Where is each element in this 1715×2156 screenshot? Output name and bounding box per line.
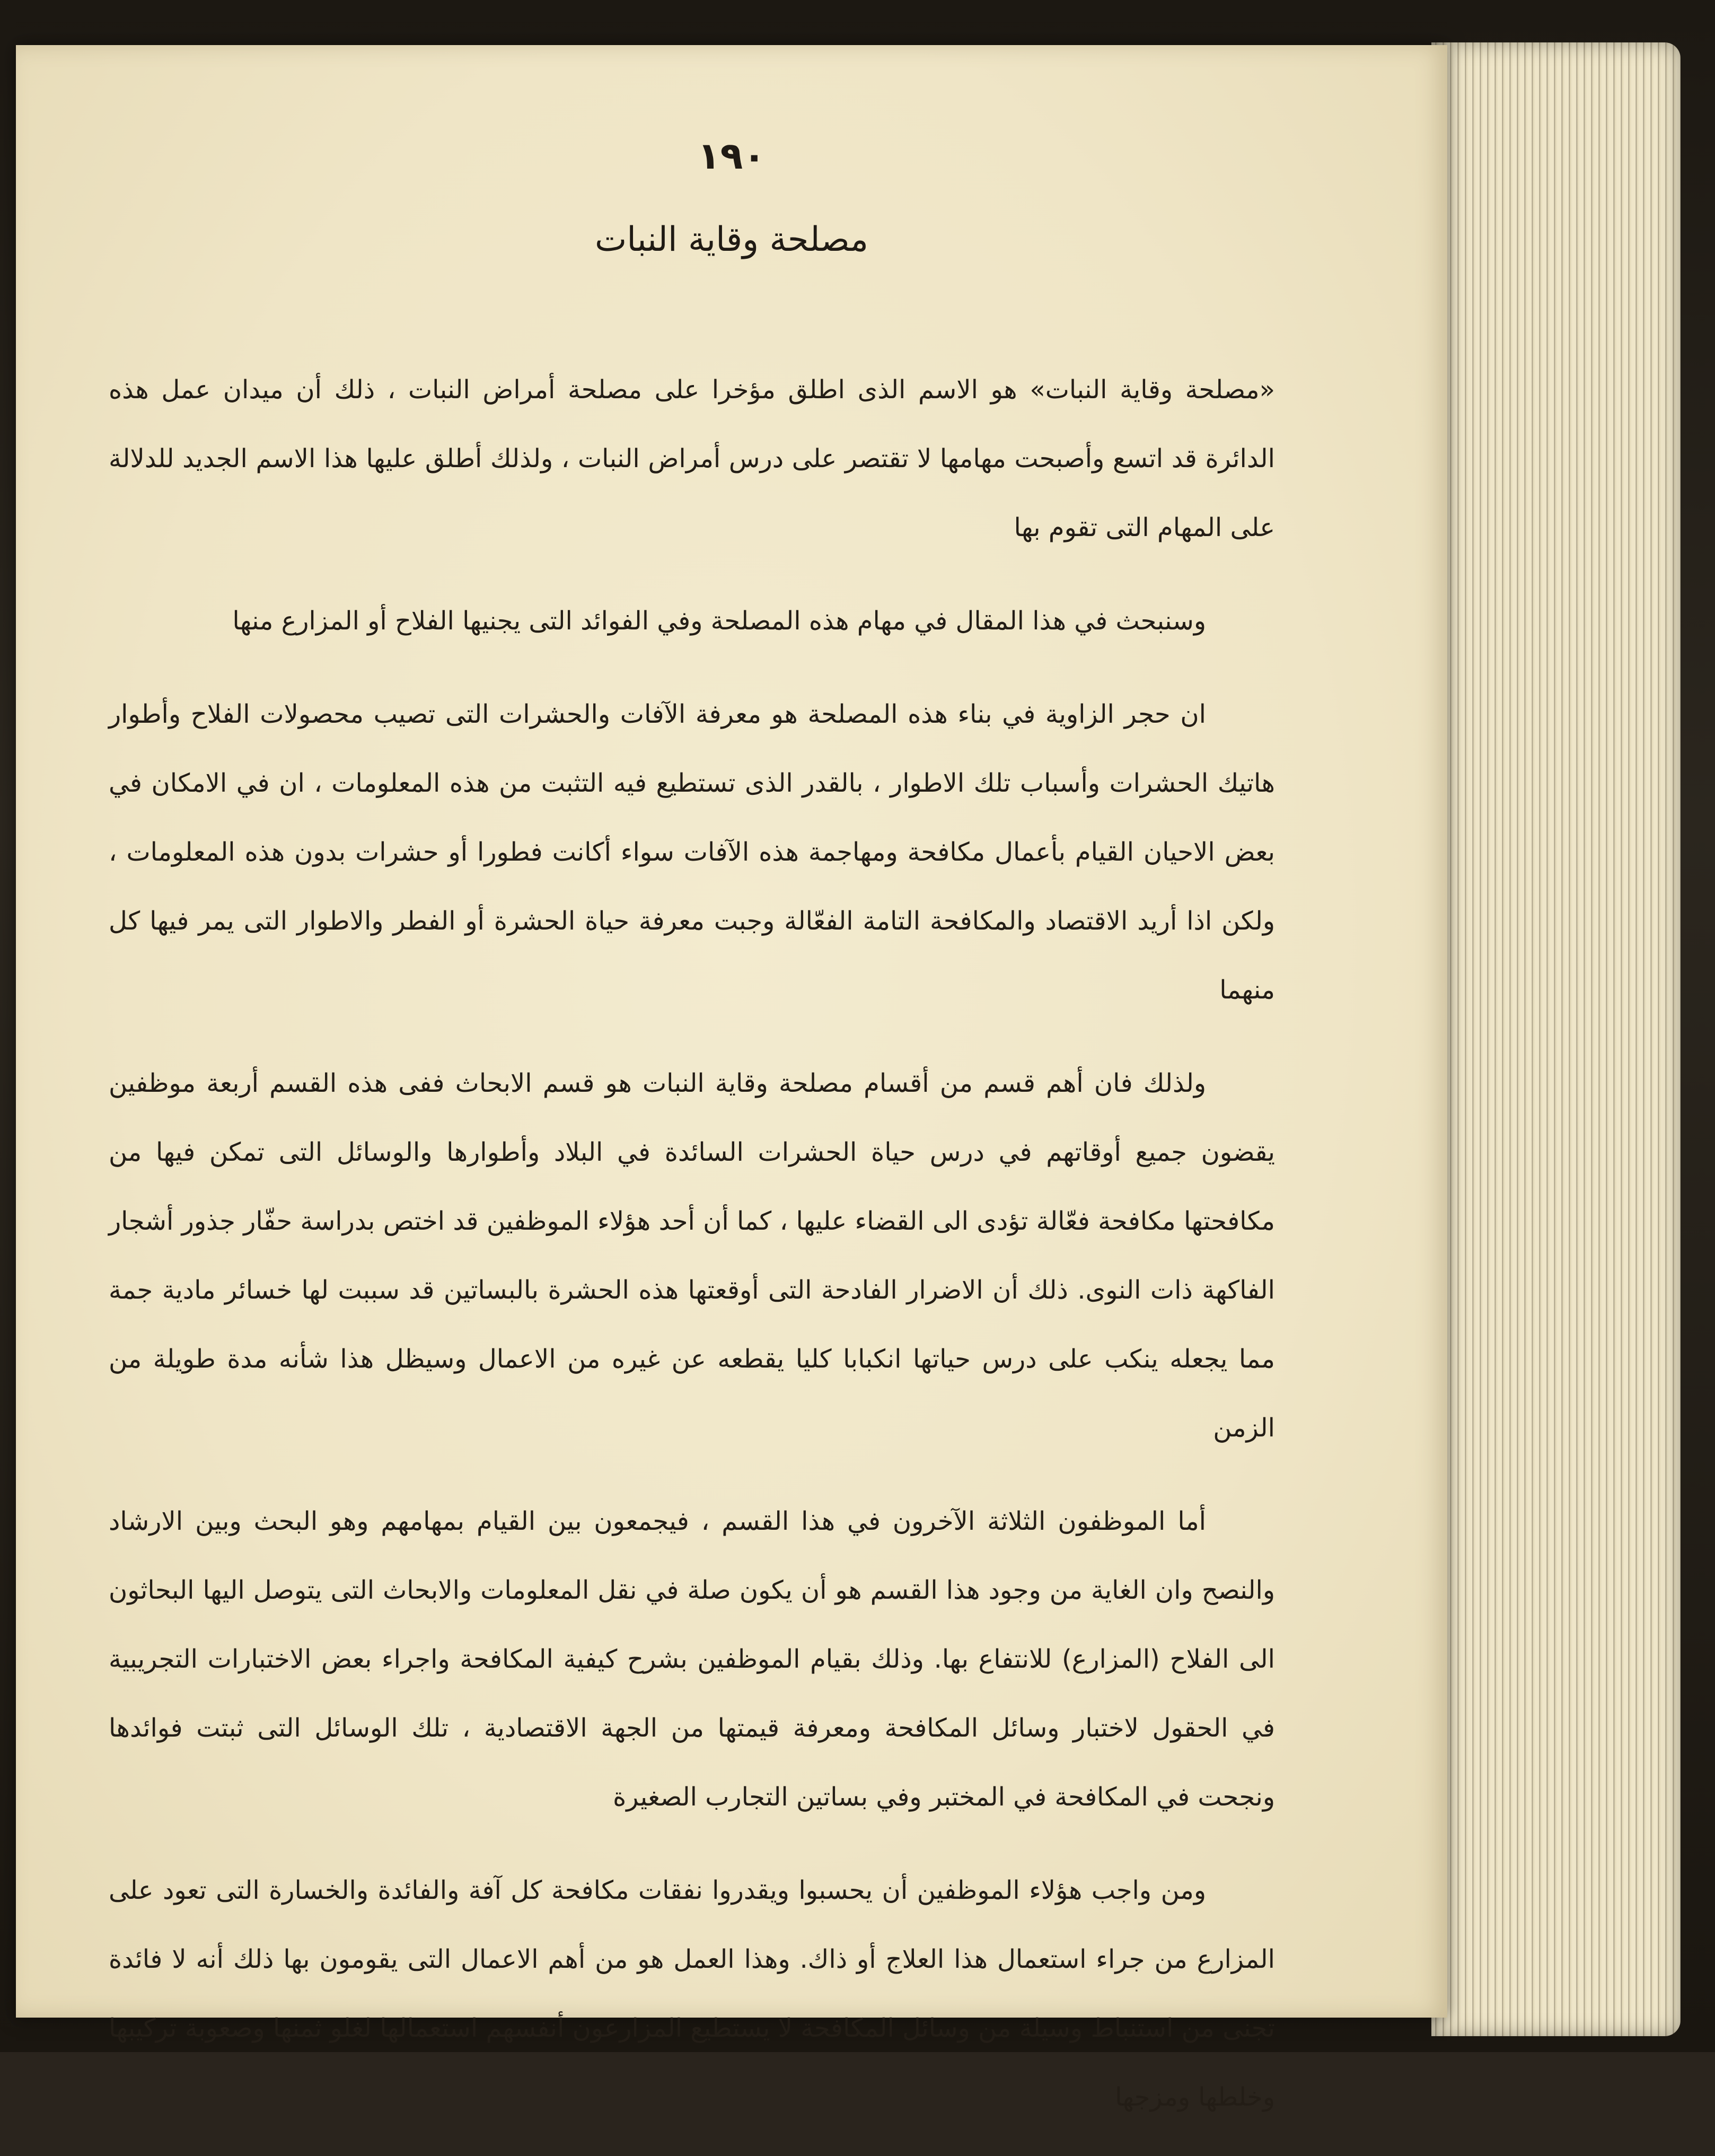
paragraph-2: وسنبحث في هذا المقال في مهام هذه المصلحة وفي الفوائد التى يجنيها الفلاح أو المزارع منها xyxy=(232,606,1206,636)
paragraph-6: ومن واجب هؤلاء الموظفين أن يحسبوا ويقدروا نفقات مكافحة كل آفة والفائدة والخسارة التى تعود على المزارع من جراء استعمال هذا العلاج أو ذاك. وهذا العمل هو من أهم الاعمال التى يقومون بها ذلك أنه لا فائدة تجنى من استنباط وسيلة من وسائل المكافحة لا يستطيع المزارعون أنفسهم استعمالها لغلو ثمنها وصعوبة تركيبها وخلطها ومزجها xyxy=(109,1875,1275,2112)
book-page-edges xyxy=(1431,42,1681,2036)
paragraph-4: ولذلك فان أهم قسم من أقسام مصلحة وقاية النبات هو قسم الابحاث ففى هذه القسم أربعة موظفين يقضون جميع أوقاتهم في درس حياة الحشرات السائدة في البلاد وأطوارها والوسائل التى تمكن فيها من مكافحتها مكافحة فعّالة تؤدى الى القضاء عليها ، كما أن أحد هؤلاء الموظفين قد اختص بدراسة حفّار جذور أشجار الفاكهة ذات النوى. ذلك أن الاضرار الفادحة التى أوقعتها هذه الحشرة بالبساتين قد سببت لها خسائر مادية جمة مما يجعله ينكب على درس حياتها انكبابا كليا يقطعه عن غيره من الاعمال وسيظل هذا شأنه مدة طويلة من الزمن xyxy=(109,1068,1275,1443)
article-body xyxy=(109,355,1275,2156)
paragraph-5: أما الموظفون الثلاثة الآخرون في هذا القسم ، فيجمعون بين القيام بمهامهم وهو البحث وبين الارشاد والنصح وان الغاية من وجود هذا القسم هو أن يكون صلة في نقل المعلومات والابحاث التى يتوصل اليها البحاثون الى الفلاح (المزارع) للانتفاع بها. وذلك بقيام الموظفين بشرح كيفية المكافحة واجراء بعض الاختبارات التجريبية في الحقول لاختبار وسائل المكافحة ومعرفة قيمتها من الجهة الاقتصادية ، تلك الوسائل التى ثبتت فوائدها ونجحت في المكافحة في المختبر وفي بساتين التجارب الصغيرة xyxy=(109,1506,1275,1812)
article-heading: مصلحة وقاية النبات xyxy=(594,220,869,259)
paragraph-1: «مصلحة وقاية النبات» هو الاسم الذى اطلق مؤخرا على مصلحة أمراض النبات ، ذلك أن ميدان عمل هذه الدائرة قد اتسع وأصبحت مهامها لا تقتصر على درس أمراض النبات ، ولذلك أطلق عليها هذا الاسم الجديد للدلالة على المهام التى تقوم بها xyxy=(109,375,1275,542)
page-number: ١٩٠ xyxy=(697,134,766,178)
paragraph-3: ان حجر الزاوية في بناء هذه المصلحة هو معرفة الآفات والحشرات التى تصيب محصولات الفلاح وأطوار هاتيك الحشرات وأسباب تلك الاطوار ، بالقدر الذى تستطيع فيه التثبت من هذه المعلومات ، ان في الامكان في بعض الاحيان القيام بأعمال مكافحة ومهاجمة هذه الآفات سواء أكانت فطورا أو حشرات بدون هذه المعلومات ، ولكن اذا أريد الاقتصاد والمكافحة التامة الفعّالة وجبت معرفة حياة الحشرة أو الفطر والاطوار التى يمر فيها كل منهما xyxy=(109,699,1275,1005)
book-page xyxy=(16,45,1447,2112)
